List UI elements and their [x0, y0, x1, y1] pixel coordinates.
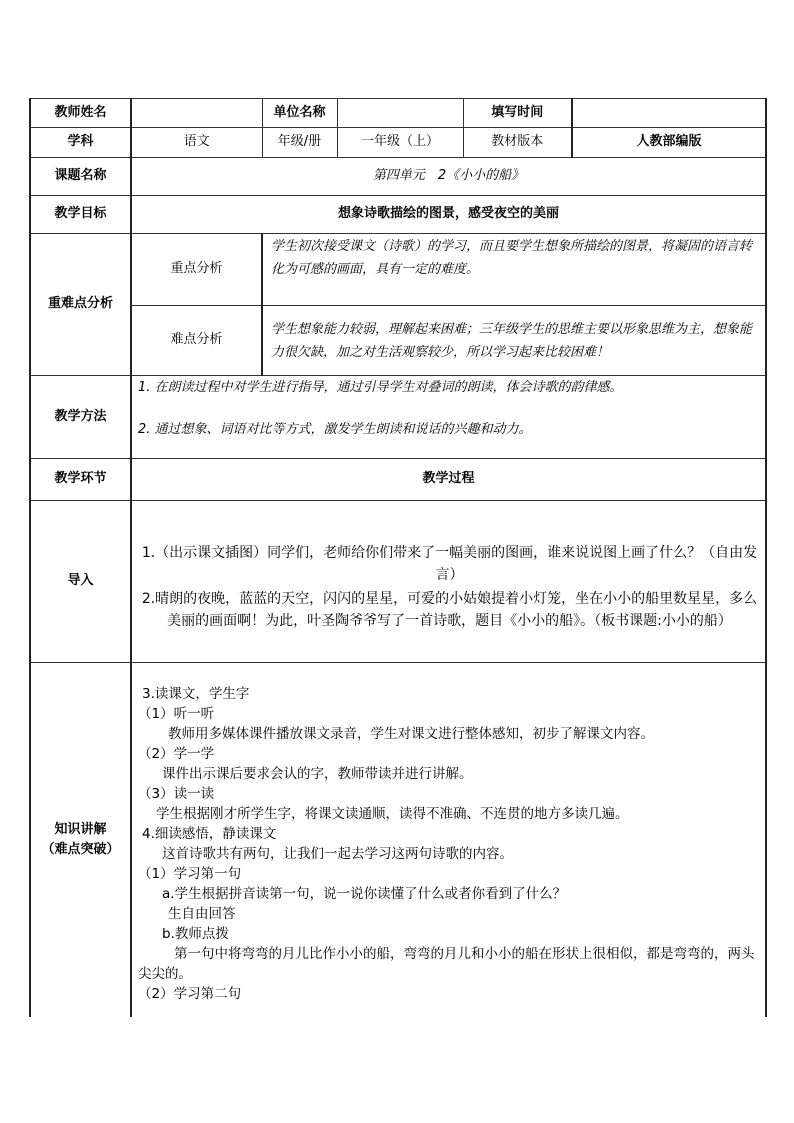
hard-analysis-text: 学生想象能力较弱，理解起来困难；三年级学生的思维主要以形象思维为主，想象能力很欠缺，加之对生活观察较少，所以学习起来比较困难！	[262, 306, 766, 376]
key-analysis-text: 学生初次接受课文（诗歌）的学习，而且要学生想象所描绘的图景，将凝固的语言转化为可感的画面，具有一定的难度。	[262, 234, 766, 306]
unit-name-label: 单位名称	[262, 99, 337, 128]
intro-label: 导入	[30, 501, 131, 663]
stage-header: 教学环节	[30, 459, 131, 501]
lesson-plan-table	[29, 98, 767, 1017]
knowledge-line: 生自由回答	[168, 906, 236, 922]
process-header: 教学过程	[131, 459, 766, 501]
goal-value: 想象诗歌描绘的图景，感受夜空的美丽	[131, 196, 766, 234]
grade-value: 一年级（上）	[337, 128, 463, 158]
method-item-1: 1. 在朗读过程中对学生进行指导，通过引导学生对叠词的朗读，体会诗歌的韵律感。	[138, 380, 623, 395]
goal-label: 教学目标	[30, 196, 131, 234]
knowledge-line: （3）读一读	[138, 786, 215, 802]
hard-analysis-label: 难点分析	[131, 306, 262, 376]
edition-value: 人教部编版	[572, 128, 766, 158]
knowledge-line: b.教师点拨	[162, 926, 229, 942]
subject-value: 语文	[131, 128, 262, 158]
knowledge-line: （2）学习第二句	[138, 986, 242, 1002]
header-row	[30, 99, 766, 128]
key-analysis-row	[30, 234, 766, 306]
intro-paragraph-2: 2.晴朗的夜晚，蓝蓝的天空，闪闪的星星，可爱的小姑娘提着小灯笼，坐在小小的船里数星星，多么美丽的画面啊！为此，叶圣陶爷爷写了一首诗歌，题目《小小的船》。（板书课题:小小的船）	[141, 590, 758, 629]
knowledge-line: 4.细读感悟，静读课文	[142, 826, 277, 842]
knowledge-line: 3.读课文，学生字	[142, 686, 250, 702]
knowledge-line: a.学生根据拼音读第一句，说一说你读懂了什么或者你看到了什么？	[162, 886, 567, 902]
intro-row	[30, 501, 766, 663]
subject-row	[30, 128, 766, 158]
method-item-2: 2. 通过想象、词语对比等方式，激发学生朗读和说话的兴趣和动力。	[138, 422, 532, 437]
method-row	[30, 376, 766, 459]
knowledge-line: （2）学一学	[138, 746, 215, 762]
knowledge-line: 第一句中将弯弯的月儿比作小小的船，弯弯的月儿和小小的船在形状上很相似，都是弯弯的，两头尖尖的。	[138, 946, 755, 982]
method-content	[131, 376, 766, 459]
knowledge-line: 教师用多媒体课件播放课文录音，学生对课文进行整体感知，初步了解课文内容。	[168, 726, 654, 742]
teacher-name-field[interactable]	[131, 99, 262, 128]
unit-name-field[interactable]	[337, 99, 463, 128]
subject-label: 学科	[30, 128, 131, 158]
lesson-row	[30, 158, 766, 196]
knowledge-line: （1）听一听	[138, 706, 215, 722]
goal-row	[30, 196, 766, 234]
knowledge-label-line-1: 知识讲解	[54, 821, 107, 837]
knowledge-label	[30, 663, 131, 1017]
fill-time-label: 填写时间	[463, 99, 572, 128]
key-analysis-label: 重点分析	[131, 234, 262, 306]
fill-time-field[interactable]	[572, 99, 766, 128]
knowledge-label-line-2: （难点突破）	[41, 841, 120, 857]
knowledge-line: 这首诗歌共有两句，让我们一起去学习这两句诗歌的内容。	[162, 846, 513, 862]
grade-label: 年级/册	[262, 128, 337, 158]
knowledge-row	[30, 663, 766, 1017]
intro-content	[131, 501, 766, 663]
knowledge-line: 课件出示课后要求会认的字，教师带读并进行讲解。	[162, 766, 473, 782]
difficulty-label: 重难点分析	[30, 234, 131, 376]
teacher-name-label: 教师姓名	[30, 99, 131, 128]
lesson-title-value: 第四单元 2《小小的船》	[131, 158, 766, 196]
edition-label: 教材版本	[463, 128, 572, 158]
lesson-title-label: 课题名称	[30, 158, 131, 196]
hard-analysis-row	[30, 306, 766, 376]
process-header-row	[30, 459, 766, 501]
intro-paragraph-1: 1.（出示课文插图）同学们，老师给你们带来了一幅美丽的图画，谁来说说图上画了什么？（自由发言）	[141, 544, 758, 583]
knowledge-line: （1）学习第一句	[138, 866, 242, 882]
lesson-plan-form	[29, 98, 765, 1017]
method-label: 教学方法	[30, 376, 131, 459]
knowledge-content	[131, 663, 766, 1017]
knowledge-line: 学生根据刚才所学生字，将课文读通顺，读得不准确、不连贯的地方多读几遍。	[156, 806, 629, 822]
